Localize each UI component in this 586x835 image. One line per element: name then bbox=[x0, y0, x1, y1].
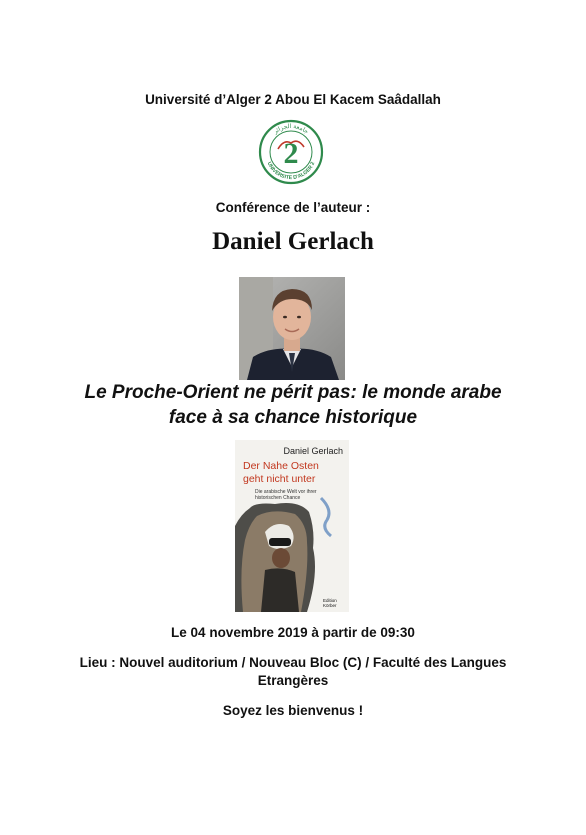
book-publisher bbox=[323, 598, 337, 608]
event-venue bbox=[0, 654, 586, 690]
book-title-line-1: Der Nahe Osten bbox=[243, 460, 319, 472]
event-venue-line-1: Lieu : Nouvel auditorium / Nouveau Bloc (C) / Faculté des Langues bbox=[79, 655, 507, 670]
speaker-name: Daniel Gerlach bbox=[212, 228, 374, 255]
event-date: Le 04 novembre 2019 à partir de 09:30 bbox=[171, 625, 415, 640]
book-publisher-line-2: Körber bbox=[323, 603, 337, 608]
book-title-line-2: geht nicht unter bbox=[243, 473, 316, 485]
book-publisher-line-1: Edition bbox=[323, 598, 337, 603]
event-venue-line-2: Etrangères bbox=[257, 673, 329, 688]
conference-title bbox=[0, 380, 586, 430]
welcome-message: Soyez les bienvenus ! bbox=[222, 703, 364, 718]
conference-title-line-2: face à sa chance historique bbox=[168, 407, 418, 428]
book-subtitle bbox=[255, 489, 325, 501]
logo-latin-text: UNIVERSITE D'ALGER 2 bbox=[265, 161, 317, 182]
book-subtitle-line-2: historischen Chance bbox=[255, 495, 301, 501]
speaker-photo bbox=[239, 277, 345, 380]
logo-arabic-text: جامعة الجزائر bbox=[272, 122, 310, 136]
university-name: Université d’Alger 2 Abou El Kacem Saâdallah bbox=[145, 92, 441, 107]
book-subtitle-line-1: Die arabische Welt vor ihrer bbox=[255, 489, 317, 495]
logo-number: 2 bbox=[283, 137, 299, 170]
university-seal-icon bbox=[258, 119, 324, 185]
conference-label: Conférence de l’auteur : bbox=[215, 200, 371, 215]
book-cover bbox=[235, 440, 349, 612]
conference-title-line-1: Le Proche-Orient ne périt pas: le monde arabe bbox=[84, 382, 502, 403]
book-title bbox=[243, 460, 319, 486]
book-author: Daniel Gerlach bbox=[283, 446, 343, 456]
